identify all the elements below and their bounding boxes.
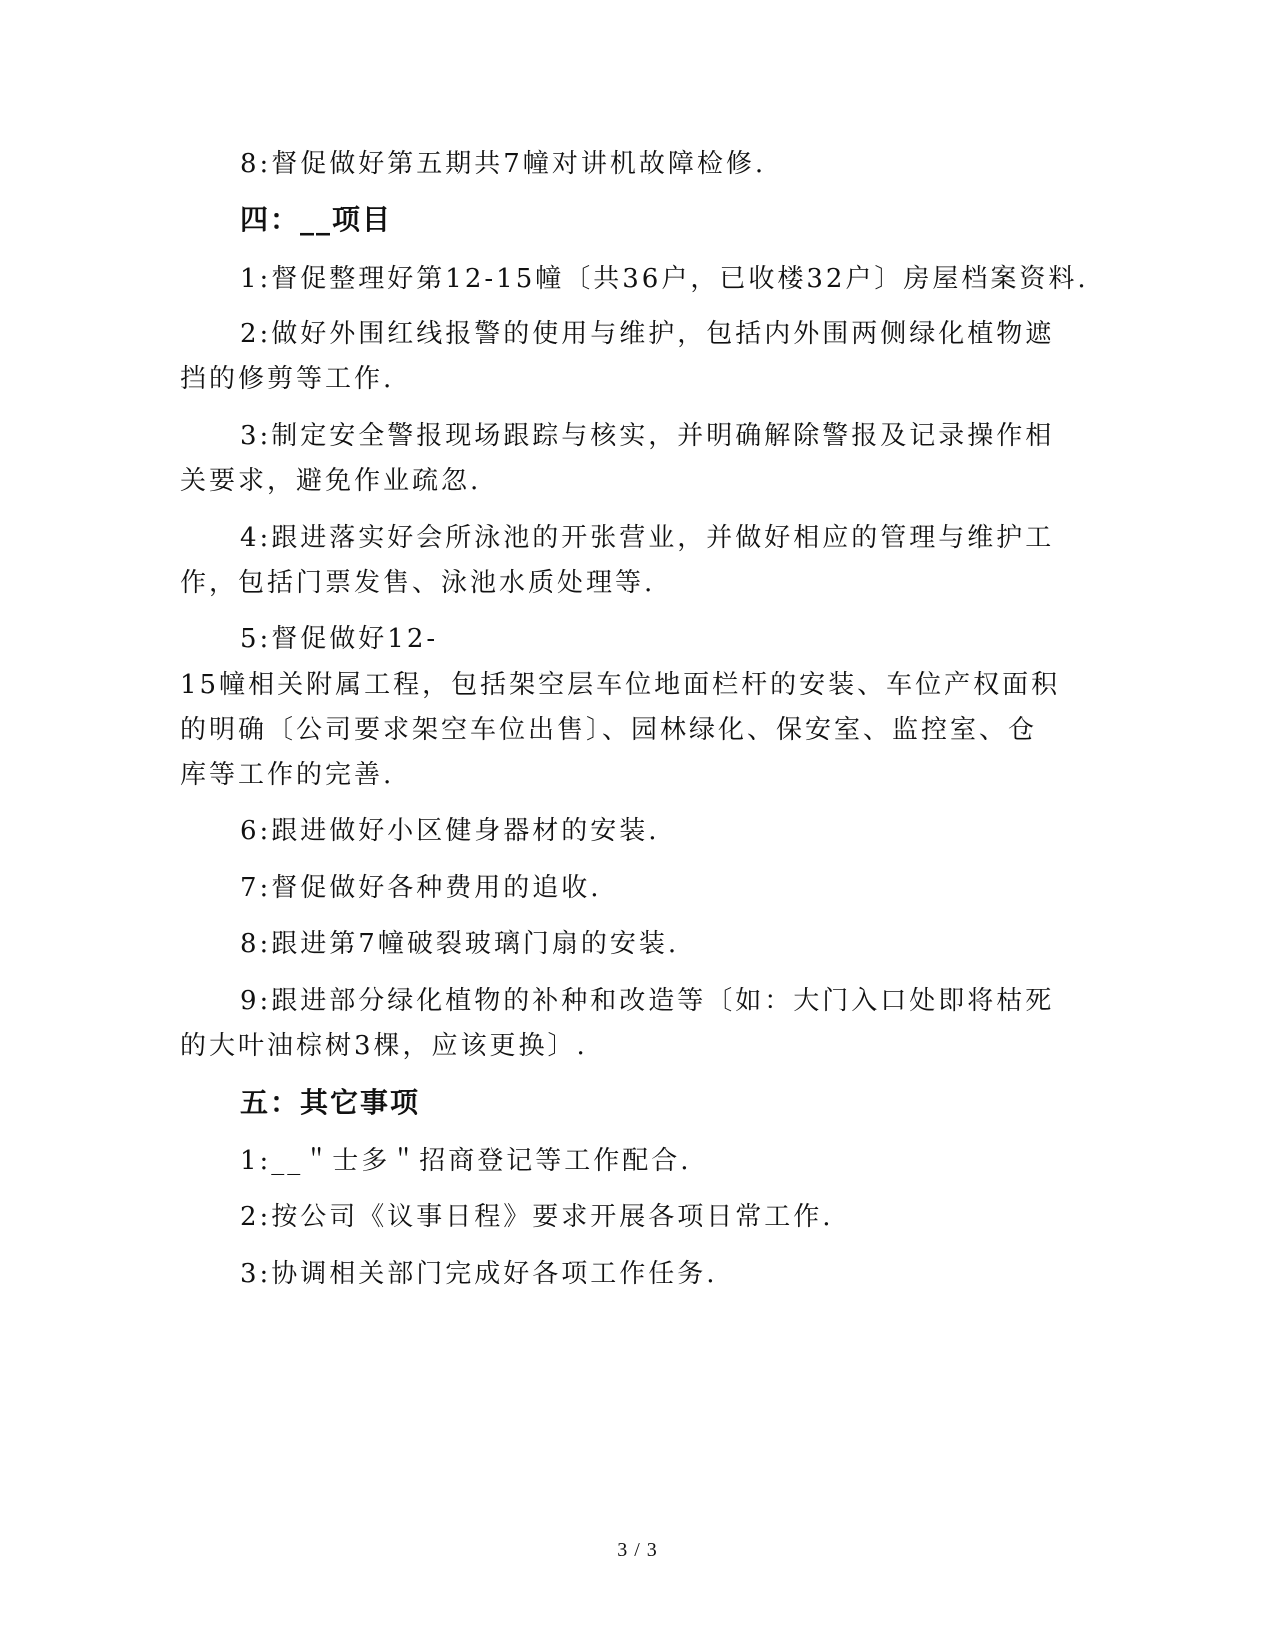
section-heading-4: 四：__项目 xyxy=(240,203,393,236)
item-line: 8:督促做好第五期共7幢对讲机故障检修. xyxy=(240,149,767,179)
item-line: 2:做好外围红线报警的使用与维护，包括内外围两侧绿化植物遮 xyxy=(240,319,1055,349)
item-line-continuation: 的大叶油棕树3棵，应该更换〕. xyxy=(180,1031,588,1061)
item-line: 3:协调相关部门完成好各项工作任务. xyxy=(240,1259,718,1289)
section-heading-5: 五：其它事项 xyxy=(240,1086,421,1119)
item-line: 9:跟进部分绿化植物的补种和改造等〔如：大门入口处即将枯死 xyxy=(240,986,1055,1016)
item-line-continuation: 关要求，避免作业疏忽. xyxy=(180,466,482,496)
item-line: 3:制定安全警报现场跟踪与核实，并明确解除警报及记录操作相 xyxy=(240,421,1055,451)
item-line: 4:跟进落实好会所泳池的开张营业，并做好相应的管理与维护工 xyxy=(240,523,1055,553)
item-line: 7:督促做好各种费用的追收. xyxy=(240,873,602,903)
item-line: 5:督促做好12- xyxy=(240,624,439,654)
item-line-continuation: 的明确〔公司要求架空车位出售〕、园林绿化、保安室、监控室、仓 xyxy=(180,715,1038,745)
item-line: 8:跟进第7幢破裂玻璃门扇的安装. xyxy=(240,929,680,959)
item-line: 2:按公司《议事日程》要求开展各项日常工作. xyxy=(240,1202,834,1232)
page-number: 3 / 3 xyxy=(617,1539,658,1561)
item-line: 1:督促整理好第12-15幢〔共36户，已收楼32户〕房屋档案资料. xyxy=(240,264,1089,294)
item-line-continuation: 挡的修剪等工作. xyxy=(180,364,395,394)
item-line-continuation: 15幢相关附属工程，包括架空层车位地面栏杆的安装、车位产权面积 xyxy=(180,670,1061,700)
item-line: 1:__＂士多＂招商登记等工作配合. xyxy=(240,1146,692,1176)
item-line-continuation: 作，包括门票发售、泳池水质处理等. xyxy=(180,568,656,598)
item-line: 6:跟进做好小区健身器材的安装. xyxy=(240,816,660,846)
item-line-continuation: 库等工作的完善. xyxy=(180,760,395,790)
